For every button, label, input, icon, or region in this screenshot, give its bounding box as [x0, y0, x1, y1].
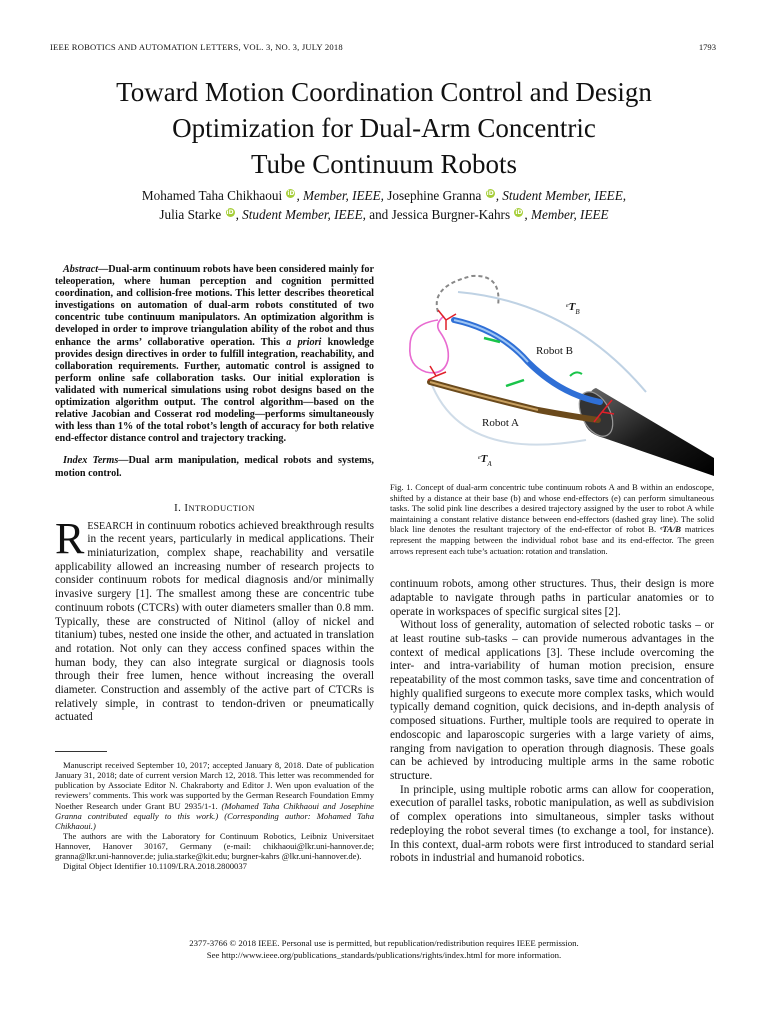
- orcid-icon[interactable]: iD: [226, 209, 234, 216]
- orcid-icon[interactable]: iD: [486, 190, 494, 197]
- desired-trajectory: [410, 316, 449, 373]
- figure-1: [390, 262, 714, 476]
- abstract: Abstract—Dual-arm continuum robots have been considered mainly for teleoperation, where human perception and cognition permitted coordination, and collision-free motions. This letter describes theoretical investigations on automation of dual-arm robots constituted of two concentric tube continuum manipulators. An optimization algorithm is developed in order to improve triangulation ability of the robot and thus enhance the arms’ collaborative operation. This a priori knowledge provides design directives in order to fulfill integration, reachability, and collaboration requirements. Further, automatic control is assigned to perform online safe collaboration tasks. Our initial exploration is validated with numerical simulations using robot designs based on the optimization algorithm output. The control algorithm—based on the relative Jacobian and Cosserat rod modeling—performs simultaneously with less than 1% of the total robot’s length of accuracy for both relative end-effector distance control and trajectory tracking.: [55, 264, 374, 445]
- copyright-line-2[interactable]: See http://www.ieee.org/publications_standards/publications/rights/index.html for more information.: [206, 949, 562, 960]
- index-terms: Index Terms—Dual arm manipulation, medical robots and systems, motion control.: [55, 455, 374, 479]
- label-robot-a: Robot A: [482, 417, 519, 429]
- orcid-icon[interactable]: iD: [287, 190, 295, 197]
- svg-text:eTA: $^eT_A$: [478, 453, 492, 468]
- end-effector-b-transform-arc: [458, 292, 646, 392]
- section-heading-introduction: I. INTRODUCTION: [174, 501, 255, 514]
- author-role: , Member, IEEE,: [296, 188, 384, 203]
- title-line-1: Toward Motion Coordination Control and Design: [116, 77, 652, 107]
- copyright-notice: [40, 938, 728, 961]
- author-line-2: [40, 205, 728, 224]
- doi-footnote[interactable]: Digital Object Identifier 10.1109/LRA.2018.2800037: [63, 861, 247, 872]
- author-line-1: [40, 186, 728, 205]
- title-line-2: Optimization for Dual-Arm Concentric: [172, 113, 596, 143]
- paper-title: [40, 74, 728, 182]
- right-paragraph-2: Without loss of generality, automation of selected robotic tasks – or at least routine sub-tasks – can provide numerous advantages in the context of medical applications [3]. These include overcoming the inter- and intra-variability of human motion precision, ensure repeatability of the most common tasks, save time and concentration of highly qualified surgeons to execute more complex tasks, which would typically demand cognition, quick decisions, and in-depth analysis of composed situations. Further, multiple tools are required to operate in endoscopic and laparoscopic surgeries with a large variety of aims, ranging from navigation to operation through diagnosis. These goals can be achieved by introducing multiple arms in the same robotic structure.: [390, 619, 714, 782]
- author-role: , Student Member, IEEE,: [495, 188, 627, 203]
- right-paragraph-1: continuum robots, among other structures. Thus, their design is more adaptable to navigate through paths in particular anatomies or to operate in workspaces of specific surgical sites [2].: [390, 578, 714, 618]
- robot-concept-illustration: [390, 262, 714, 476]
- actuation-arrow-a: [506, 380, 524, 386]
- copyright-line-1: 2377-3766 © 2018 IEEE. Personal use is permitted, but republication/redistribution requires IEEE permission.: [189, 938, 579, 948]
- author-list: [40, 186, 728, 224]
- label-transform-a: T: [480, 453, 488, 465]
- abstract-label: Abstract: [63, 264, 99, 275]
- svg-text:eTB: $^eT_B$: [566, 301, 580, 316]
- author-name: Julia Starke: [159, 207, 222, 222]
- right-paragraph-3: In principle, using multiple robotic arms can allow for cooperation, execution of parallel tasks, robotic manipulation, as well as subdivision of complex operations into simultaneous, simpler tasks without redeploying the robot several times (to exchange a tool, for instance). In this context, dual-arm robots were first introduced to standard serial robots in industrial and humanoid robotics.: [390, 783, 714, 865]
- title-line-3: Tube Continuum Robots: [250, 149, 518, 179]
- page-number: 1793: [698, 42, 716, 52]
- author-name: Mohamed Taha Chikhaoui: [141, 188, 283, 203]
- orcid-icon[interactable]: iD: [515, 209, 523, 216]
- author-role: , Student Member, IEEE,: [235, 207, 366, 222]
- affiliation-footnote: The authors are with the Laboratory for Continuum Robotics, Leibniz Universitaet Hannover, Hanover 30167, Germany (e-mail: chikhaoui@lkr.uni-hannover.de; granna@lkr.uni-hannover.de; julia.starke@kit.edu; burgner-kahrs @lkr.uni-hannover.de).: [55, 830, 374, 861]
- index-terms-label: Index Terms: [63, 455, 119, 467]
- author-name: Josephine Granna: [383, 188, 482, 203]
- label-robot-b: Robot B: [536, 345, 573, 357]
- intro-paragraph: RESEARCH in continuum robotics achieved breakthrough results in the recent years, particularly in medical applications. Their miniaturization, complex shape, reachability and versatile applicability allowed an increasing number of research projects to consider continuum robots for medical diagnosis and/or minimally invasive surgery [1]. The smallest among these are concentric tube continuum robots (CTCRs) with outer diameters smaller than 0.8 mm. Typically, these are constructed of Nitinol (alloy of nickel and titanium) tubes, nested one inside the other, and actuated in translation and rotation. Not only can they access confined spaces within the human body, they can also integrate surgical or diagnosis tools through their free lumen, hence without increasing the overall diameter. Construction and assembly of the active part of CTCRs is relatively simple, in contrast to tendon-driven or pneumatically actuated: [55, 513, 374, 724]
- label-transform-b: T: [568, 301, 576, 313]
- manuscript-footnote: Manuscript received September 10, 2017; accepted January 8, 2018. Date of publication January 31, 2018; date of current version March 12, 2018. This letter was recommended for publication by Associate Editor N. Chakraborty and Editor J. Wen upon evaluation of the reviewers’ comments. This work was supported by the German Research Foundation Emmy Noether Research under Grant BU 2935/1-1. (Mohamed Taha Chikhaoui and Josephine Granna contributed equally to this work.) (Corresponding author: Mohamed Taha Chikhaoui.): [55, 760, 374, 831]
- right-column: [390, 262, 714, 866]
- figure-caption: Fig. 1. Concept of dual-arm concentric tube continuum robots A and B within an endoscope, shifted by a distance at their base (b) and whose end-effectors (e) can perform simultaneous tasks. The solid pink line describes a desired trajectory assigned by the user to robot A while maintaining a constant relative distance between end-effectors (dashed gray line). The solid black line denotes the resultant trajectory of the end-effector of robot B. ᵉTA/B matrices represent the mapping between the individual robot base and its end-effector. The green arrows represent each tube’s actuation: rotation and translation.: [390, 482, 714, 556]
- drop-cap: R: [55, 513, 85, 563]
- footnote-divider: [55, 751, 107, 752]
- robot-a-tube: [430, 382, 598, 420]
- author-role: , Member, IEEE: [524, 207, 609, 222]
- author-name: and Jessica Burgner-Kahrs: [365, 207, 511, 222]
- journal-header: IEEE ROBOTICS AND AUTOMATION LETTERS, VOL. 3, NO. 3, JULY 2018: [50, 42, 343, 52]
- left-column: [55, 264, 374, 871]
